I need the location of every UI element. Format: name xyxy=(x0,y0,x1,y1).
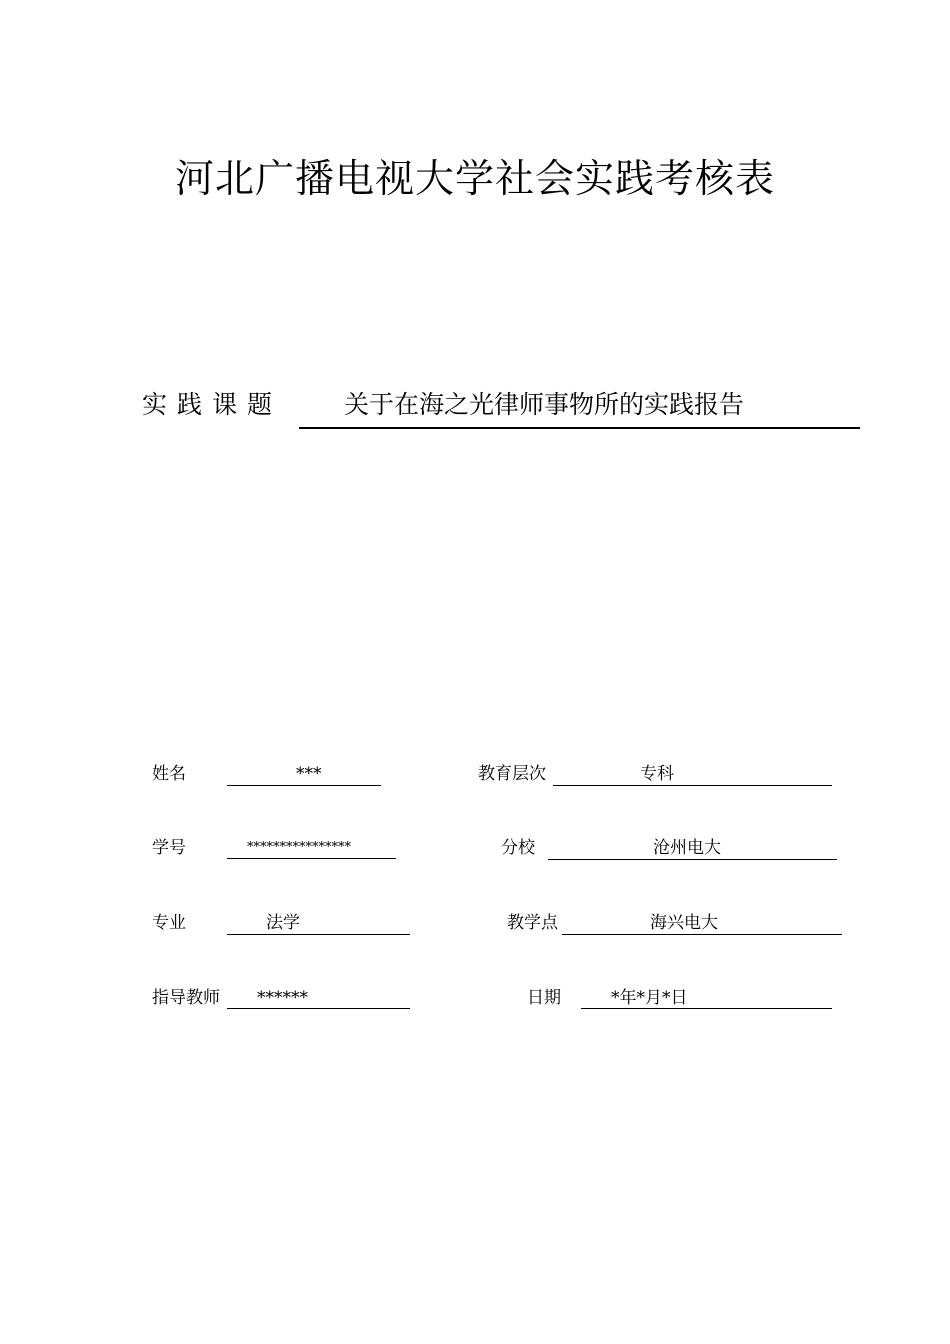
student-id-value: **************** xyxy=(247,840,351,855)
student-id-label: 学号 xyxy=(152,838,186,858)
education-level-label: 教育层次 xyxy=(478,764,546,784)
topic-underline xyxy=(299,427,860,429)
name-value: *** xyxy=(296,764,322,784)
date-value: *年*月*日 xyxy=(611,988,688,1008)
branch-label: 分校 xyxy=(501,838,535,858)
topic-value: 关于在海之光律师事物所的实践报告 xyxy=(344,390,745,419)
date-label: 日期 xyxy=(527,988,561,1008)
major-value: 法学 xyxy=(266,913,300,933)
major-underline xyxy=(227,934,410,935)
name-label: 姓名 xyxy=(152,764,186,784)
topic-label: 实践课题 xyxy=(142,390,283,419)
advisor-underline xyxy=(227,1008,410,1009)
teaching-point-label: 教学点 xyxy=(507,913,558,933)
major-label: 专业 xyxy=(152,913,186,933)
advisor-label: 指导教师 xyxy=(152,988,220,1008)
advisor-value: ****** xyxy=(257,988,308,1008)
teaching-point-value: 海兴电大 xyxy=(650,913,718,933)
branch-value: 沧州电大 xyxy=(653,838,721,858)
education-level-underline xyxy=(553,785,832,786)
form-title: 河北广播电视大学社会实践考核表 xyxy=(174,157,775,202)
education-level-value: 专科 xyxy=(640,764,674,784)
